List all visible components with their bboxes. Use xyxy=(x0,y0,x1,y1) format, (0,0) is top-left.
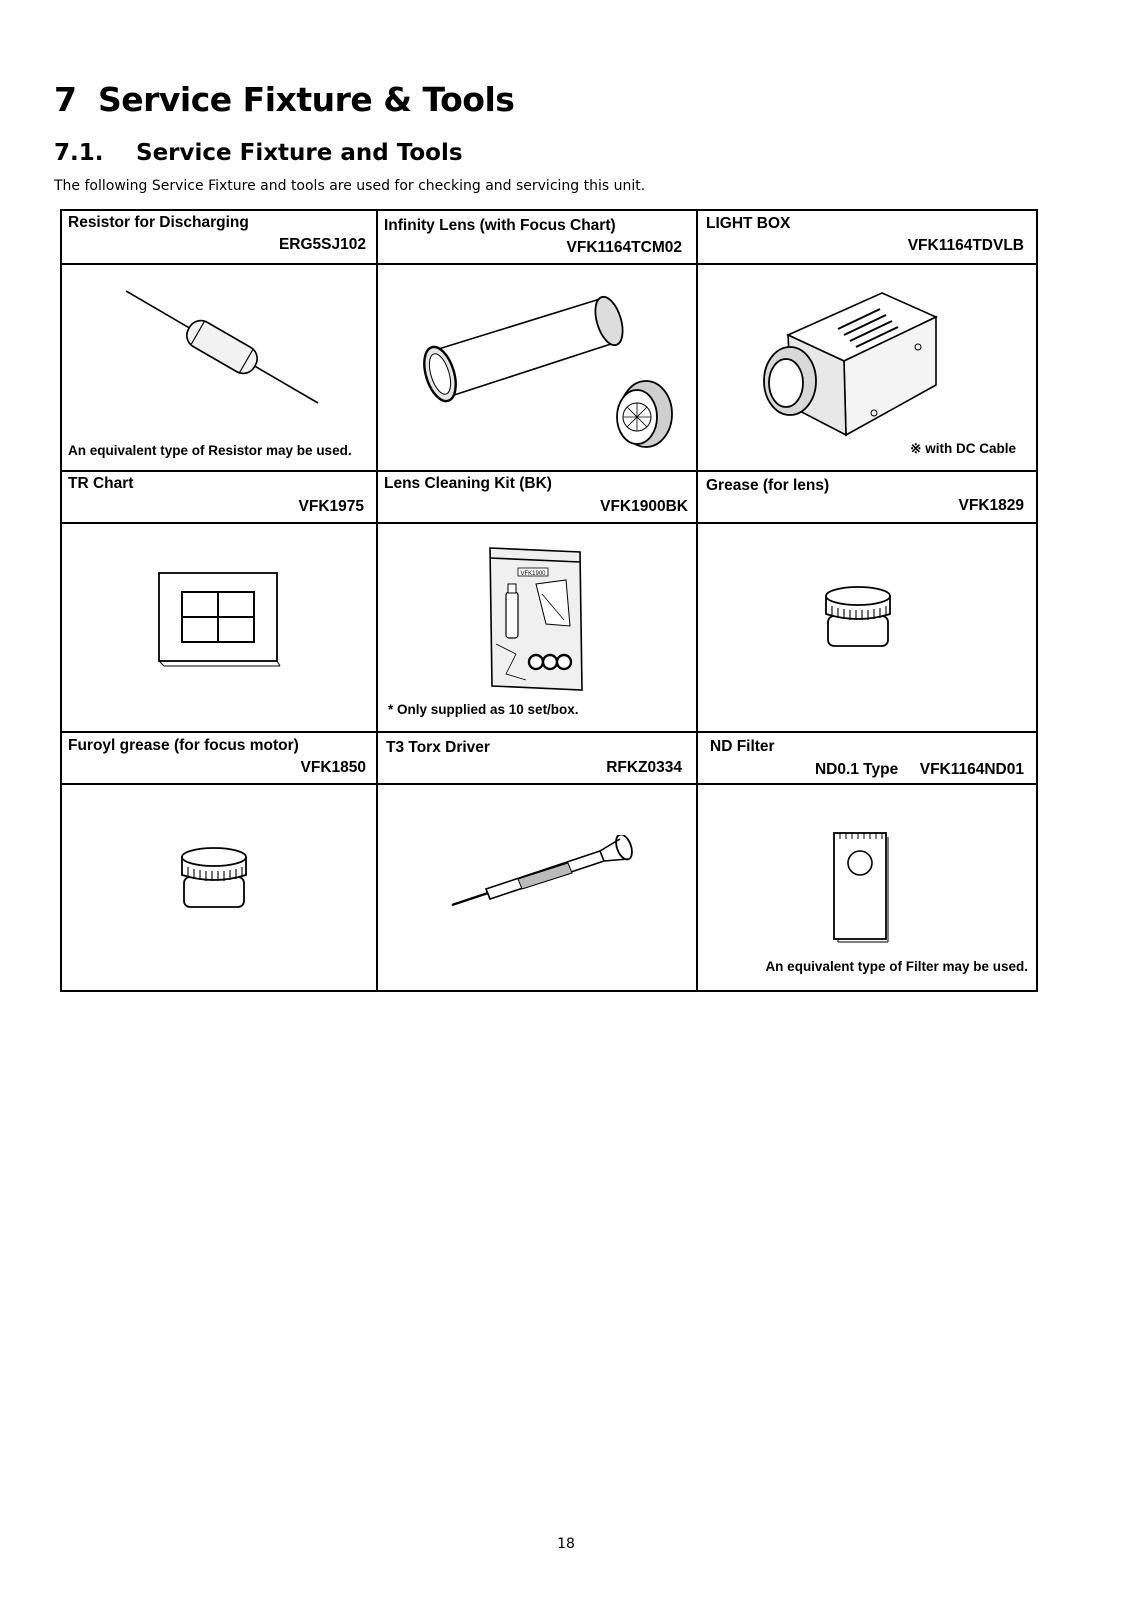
tool-image-cell-resistor xyxy=(62,265,376,470)
tool-header-tr-chart xyxy=(62,472,376,522)
tool-code: ERG5SJ102 xyxy=(278,236,366,253)
tool-name: Resistor for Discharging xyxy=(68,214,249,231)
tool-code: VFK1164TDVLB xyxy=(907,237,1024,254)
tool-header-light-box xyxy=(698,211,1036,263)
tool-code: VFK1829 xyxy=(958,497,1024,514)
section-title: Service Fixture & Tools xyxy=(98,80,515,119)
nd-filter-icon xyxy=(830,829,894,945)
tools-table xyxy=(60,209,1038,992)
tool-header-resistor xyxy=(62,211,376,263)
tool-header-grease-lens xyxy=(698,472,1036,522)
tool-image-cell-light-box xyxy=(698,265,1036,470)
tool-image-cell-lens-cleaning-kit xyxy=(378,524,696,731)
tool-name: LIGHT BOX xyxy=(706,215,791,232)
lens-cleaning-kit-icon xyxy=(486,544,586,694)
tool-image-cell-infinity-lens xyxy=(378,265,696,470)
tool-code: VFK1164TCM02 xyxy=(566,239,682,256)
infinity-lens-icon xyxy=(404,293,674,463)
tool-note: * Only supplied as 10 set/box. xyxy=(388,702,579,717)
tool-code: VFK1900BK xyxy=(600,498,688,515)
tool-image-cell-tr-chart xyxy=(62,524,376,731)
tool-image-cell-furoyl-grease xyxy=(62,785,376,990)
tool-code: RFKZ0334 xyxy=(606,759,682,776)
page-number: 18 xyxy=(557,1536,575,1552)
tool-header-furoyl-grease xyxy=(62,733,376,783)
tool-header-torx-driver xyxy=(378,733,696,783)
tool-name: Infinity Lens (with Focus Chart) xyxy=(384,217,616,234)
tool-header-nd-filter xyxy=(698,733,1036,783)
subsection-title: Service Fixture and Tools xyxy=(136,140,463,166)
tool-name: T3 Torx Driver xyxy=(386,739,490,756)
tool-code: VFK1850 xyxy=(300,759,366,776)
tool-name: TR Chart xyxy=(68,475,134,492)
tool-header-infinity-lens xyxy=(378,211,696,263)
tool-code: ND0.1 Type VFK1164ND01 xyxy=(814,761,1024,778)
intro-text: The following Service Fixture and tools are used for checking and servicing this unit. xyxy=(54,178,646,194)
tool-name: Grease (for lens) xyxy=(706,477,830,494)
tool-note: An equivalent type of Resistor may be used. xyxy=(68,443,352,458)
kit-bag-label: VFK1900 xyxy=(520,571,546,577)
tool-image-cell-grease-lens xyxy=(698,524,1036,731)
tool-name: Furoyl grease (for focus motor) xyxy=(68,737,299,754)
tool-code: VFK1975 xyxy=(298,498,364,515)
subsection-heading xyxy=(54,140,463,166)
tool-note: An equivalent type of Filter may be used. xyxy=(765,959,1028,974)
resistor-icon xyxy=(122,287,322,407)
section-number: 7 xyxy=(54,80,77,119)
tool-name: Lens Cleaning Kit (BK) xyxy=(384,475,552,492)
subsection-number: 7.1. xyxy=(54,140,104,166)
tool-image-cell-torx-driver xyxy=(378,785,696,990)
tool-name: ND Filter xyxy=(710,738,775,755)
section-heading xyxy=(54,80,514,119)
tool-header-lens-cleaning-kit xyxy=(378,472,696,522)
tool-image-cell-nd-filter xyxy=(698,785,1036,990)
tool-note: ※ with DC Cable xyxy=(910,441,1016,456)
tr-chart-icon xyxy=(156,570,286,670)
light-box-icon xyxy=(754,289,954,439)
grease-jar-icon xyxy=(178,843,250,915)
grease-jar-icon xyxy=(822,582,894,654)
torx-driver-icon xyxy=(448,835,638,915)
